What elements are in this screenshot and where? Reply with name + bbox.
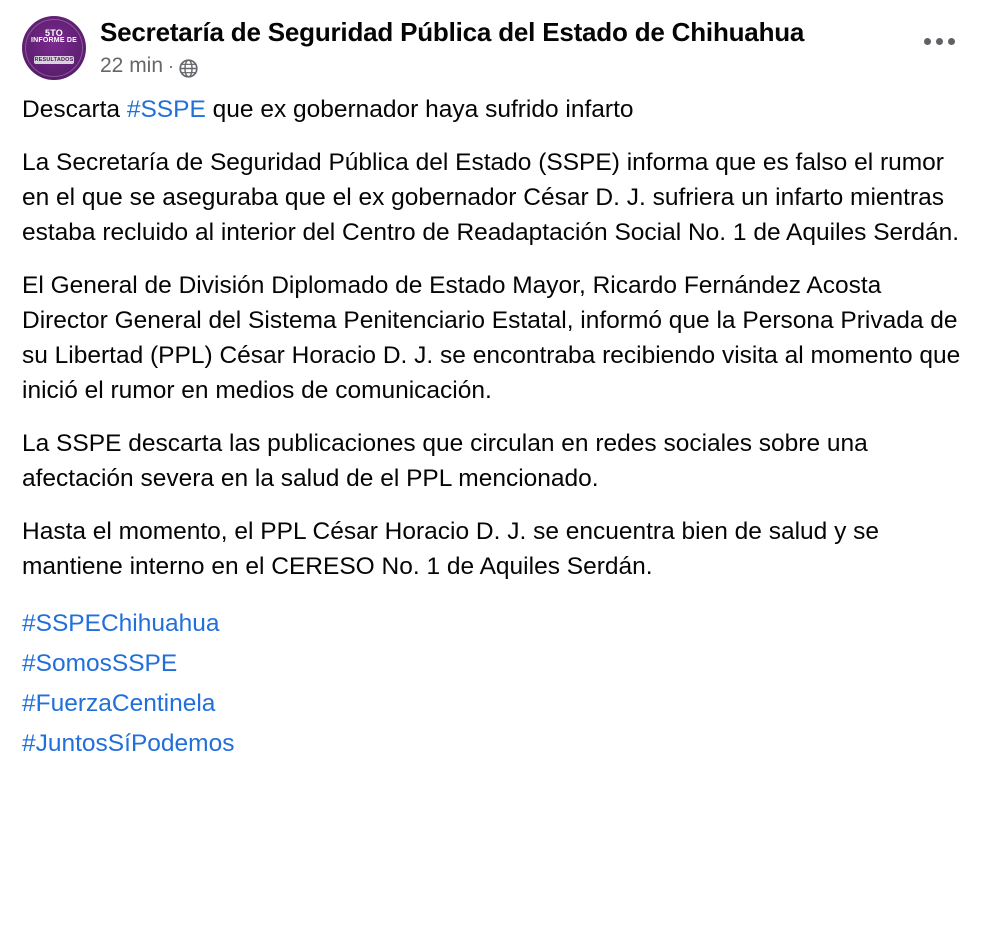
globe-icon[interactable] [179,59,198,78]
post-paragraph: La Secretaría de Seguridad Pública del Estado (SSPE) informa que es falso el rumor en el que se aseguraba que el ex gobernador César D. J. sufriera un infarto mientras estaba recluido al interior del Centro de Readaptación Social No. 1 de Aquiles Serdán. [22,149,960,246]
headline-hashtag[interactable]: #SSPE [126,96,206,123]
headline-text-after: que ex gobernador haya sufrido infarto [205,96,634,123]
post-body [22,86,962,764]
post-timestamp[interactable]: 22 min [100,54,164,77]
page-name[interactable]: Secretaría de Seguridad Pública del Estado de Chihuahua [100,17,805,47]
hashtag-item[interactable]: #SomosSSPE [22,650,178,677]
more-dot-3 [948,38,955,45]
more-dot-2 [936,38,943,45]
hashtag-item[interactable]: #JuntosSíPodemos [22,730,235,757]
hashtag-item[interactable]: #FuerzaCentinela [22,690,216,717]
avatar-logo-line2: INFORME DE [31,37,77,44]
headline-text-before: Descarta [22,96,127,123]
hashtag-list [22,602,962,764]
avatar[interactable] [22,16,86,80]
more-options-icon[interactable] [916,18,962,64]
post-header [22,14,962,86]
hashtag-item[interactable]: #SSPEChihuahua [22,610,220,637]
avatar-logo-line1: 5TO [45,28,63,38]
post-meta [100,53,902,79]
post-paragraph: La SSPE descarta las publicaciones que circulan en redes sociales sobre una afectación severa en la salud de el PPL mencionado. [22,430,868,492]
post-headline [22,92,962,127]
meta-separator: · [168,56,175,76]
avatar-logo-badge: RESULTADOS [34,57,74,63]
post-paragraph: Hasta el momento, el PPL César Horacio D. J. se encuentra bien de salud y se mantiene interno en el CERESO No. 1 de Aquiles Serdán. [22,518,880,580]
post-paragraph: El General de División Diplomado de Estado Mayor, Ricardo Fernández Acosta Director General del Sistema Penitenciario Estatal, informó que la Persona Privada de su Libertad (PPL) César Horacio D. J. se encontraba recibiendo visita al momento que inició el rumor en medios de comunicación. [22,272,961,404]
more-dot-1 [924,38,931,45]
post-header-text [100,14,902,79]
avatar-logo-text [22,29,86,45]
